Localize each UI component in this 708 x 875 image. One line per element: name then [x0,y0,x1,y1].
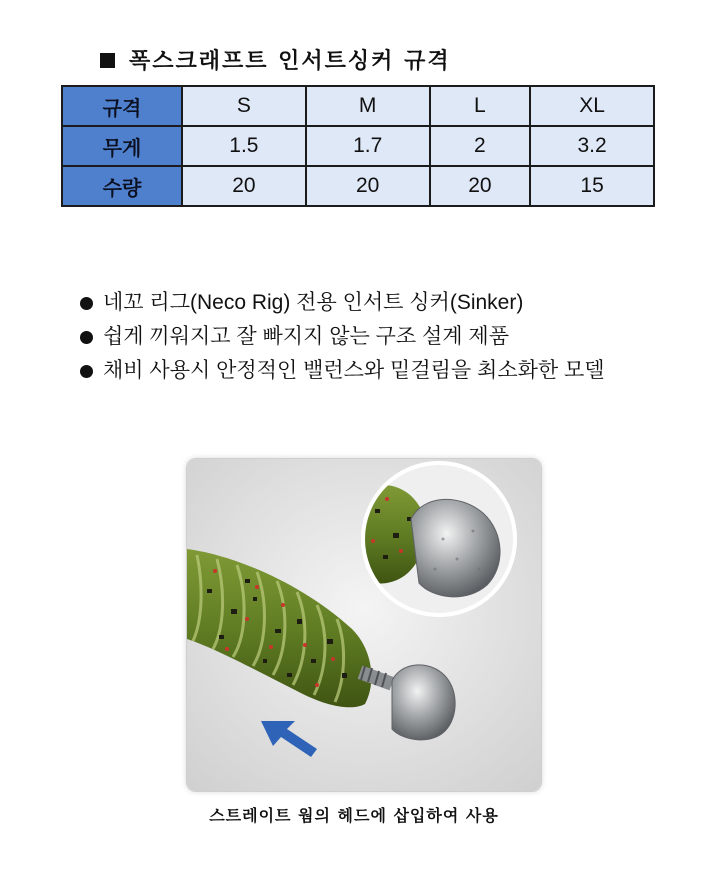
table-row-weight [62,126,654,166]
table-cell: 1.5 [182,126,306,166]
product-photo [186,458,542,792]
spec-title-text: 폭스크래프트 인서트싱커 규격 [129,49,451,74]
spec-table [61,85,655,207]
feature-text: 쉽게 끼워지고 잘 빠지지 않는 구조 설계 제품 [103,325,509,348]
list-item [80,354,605,388]
table-row-size [62,86,654,126]
photo-caption: 스트레이트 웜의 헤드에 삽입하여 사용 [209,806,499,825]
table-cell: 20 [306,166,430,206]
table-row-quantity [62,166,654,206]
row-header-size: 규격 [62,86,182,126]
product-illustration [187,459,541,791]
feature-list [80,286,605,388]
table-cell: 20 [430,166,531,206]
table-cell: 1.7 [306,126,430,166]
spec-title [100,44,451,75]
bullet-dot-icon [80,297,93,310]
feature-text: 채비 사용시 안정적인 밸런스와 밑걸림을 최소화한 모델 [103,359,605,382]
table-cell: L [430,86,531,126]
row-header-weight: 무게 [62,126,182,166]
table-cell: 3.2 [530,126,654,166]
bullet-dot-icon [80,331,93,344]
row-header-quantity: 수량 [62,166,182,206]
table-cell: 20 [182,166,306,206]
bullet-dot-icon [80,365,93,378]
table-cell: XL [530,86,654,126]
list-item [80,320,605,354]
zoom-inset [361,461,517,617]
feature-text: 네꼬 리그(Neco Rig) 전용 인서트 싱커(Sinker) [103,291,524,314]
table-cell: M [306,86,430,126]
table-cell: S [182,86,306,126]
table-cell: 2 [430,126,531,166]
square-bullet-icon [100,53,115,68]
table-cell: 15 [530,166,654,206]
list-item [80,286,605,320]
